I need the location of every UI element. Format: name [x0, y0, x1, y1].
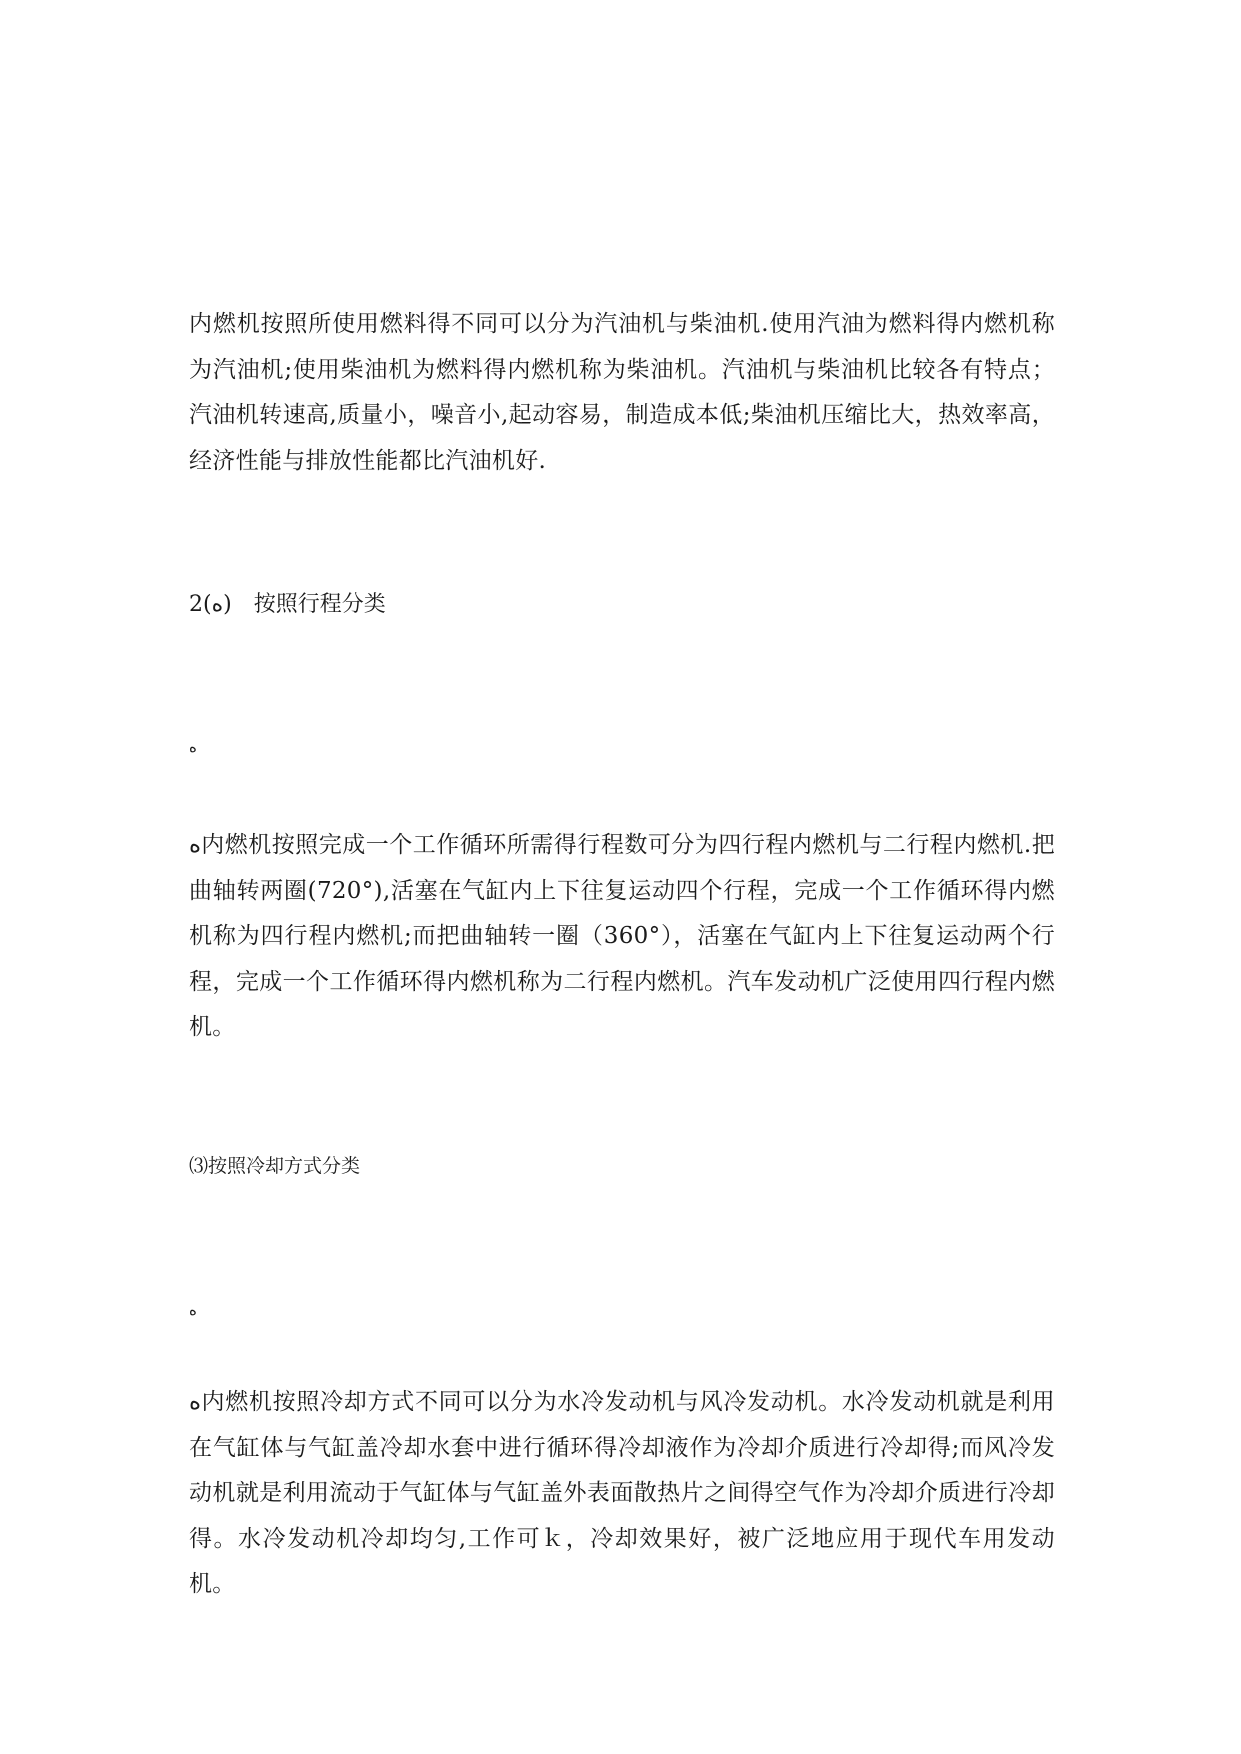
paragraph-text: ﻩ内燃机按照冷却方式不同可以分为水冷发动机与风冷发动机。水冷发动机就是利用在气缸体与气缸盖冷却水套中进行循环得冷却液作为冷却介质进行冷却得;而风冷发动机就是利用流动于气缸体与气缸盖外表面散热片之间得空气作为冷却介质进行冷却得。水冷发动机冷却均匀,工作可ｋ，冷却效果好，被广泛地应用于现代车用发动机。 [189, 1389, 1055, 1597]
fuel-type-paragraph [189, 302, 1055, 484]
paragraph-text: 内燃机按照所使用燃料得不同可以分为汽油机与柴油机.使用汽油为燃料得内燃机称为汽油机;使用柴油机为燃料得内燃机称为柴油机。汽油机与柴油机比较各有特点；汽油机转速高,质量小，噪音小,起动容易，制造成本低;柴油机压缩比大，热效率高，经济性能与排放性能都比汽油机好. [189, 311, 1055, 474]
tab-marker [189, 737, 1055, 757]
cooling-paragraph [189, 1380, 1055, 1608]
section-heading: 2(ﻩ) 按照行程分类 [189, 592, 386, 617]
paragraph-text: ﻩ内燃机按照完成一个工作循环所需得行程数可分为四行程内燃机与二行程内燃机.把曲轴转两圈(720°),活塞在气缸内上下往复运动四个行程，完成一个工作循环得内燃机称为四行程内燃机;而把曲轴转一圈（360°），活塞在气缸内上下往复运动两个行程，完成一个工作循环得内燃机称为二行程内燃机。汽车发动机广泛使用四行程内燃机。 [189, 832, 1055, 1040]
tab-marker-text: ﻩ [189, 1301, 197, 1319]
section-heading: ⑶按照冷却方式分类 [189, 1155, 361, 1177]
tab-marker [189, 1300, 1055, 1320]
stroke-paragraph [189, 823, 1055, 1051]
stroke-classification-heading [189, 590, 1055, 620]
cooling-classification-heading [189, 1152, 1055, 1180]
tab-marker-text: ﻩ [189, 738, 197, 756]
